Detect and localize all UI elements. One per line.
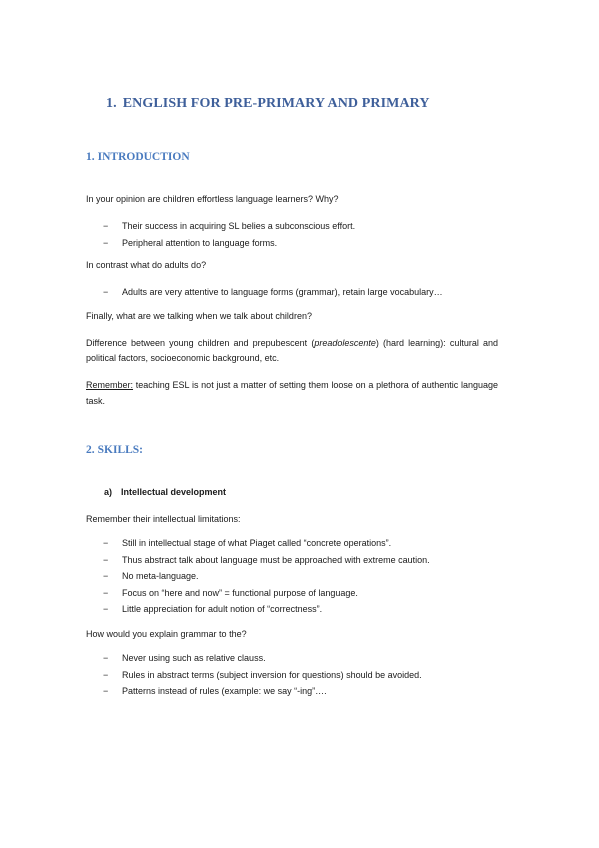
remember-paragraph [86, 377, 498, 409]
list-item-text: Adults are very attentive to language forms (grammar), retain large vocabulary… [122, 287, 443, 297]
remember-text: teaching ESL is not just a matter of setting them loose on a plethora of authentic language task. [86, 380, 498, 406]
bullet-dash: − [103, 686, 109, 696]
difference-paragraph [86, 336, 498, 366]
list-item [86, 650, 422, 667]
limitations-intro: Remember their intellectual limitations: [86, 514, 241, 524]
bullet-dash: − [103, 221, 109, 231]
list-item-text: Their success in acquiring SL belies a subconscious effort. [122, 221, 356, 231]
bullet-dash: − [103, 538, 109, 548]
question-adults: In contrast what do adults do? [86, 260, 207, 270]
section-number: 2. [86, 444, 95, 456]
limitations-list [86, 535, 430, 618]
subheading-intellectual-development [104, 487, 226, 497]
bullet-dash: − [103, 669, 109, 680]
list-item [86, 284, 443, 301]
remember-label: Remember: [86, 380, 134, 390]
list-item [86, 667, 422, 684]
list-item-text: Little appreciation for adult notion of “correctness”. [122, 604, 323, 614]
list-item [86, 235, 355, 252]
list-item-text: Never using such as relative clauss. [122, 653, 266, 663]
bullet-dash: − [103, 604, 109, 614]
list-item [86, 585, 430, 602]
list-item-text: Still in intellectual stage of what Piaget called “concrete operations”. [122, 538, 392, 548]
list-item-text: Patterns instead of rules (example: we say “-ing”…. [122, 686, 327, 696]
title-number: 1. [106, 96, 117, 111]
bullet-dash: − [103, 554, 109, 565]
title-text: ENGLISH FOR PRE-PRIMARY AND PRIMARY [122, 96, 430, 111]
section-heading-text: SKILLS: [97, 444, 144, 456]
list-item-text: Peripheral attention to language forms. [122, 237, 278, 248]
bullet-dash: − [103, 571, 109, 581]
difference-text-end: ) (hard learning): cultural and political factors, socioeconomic background, etc. [86, 338, 498, 363]
question-children-learners: In your opinion are children effortless language learners? Why? [86, 194, 339, 204]
question-children-definition: Finally, what are we talking when we talk about children? [86, 311, 312, 321]
list-item [86, 568, 430, 585]
adults-list [86, 284, 443, 301]
difference-italic-term: preadolescente [314, 338, 376, 348]
list-item-text: Thus abstract talk about language must be approached with extreme caution. [122, 554, 430, 565]
section-heading-skills [86, 444, 143, 456]
section-heading-text: INTRODUCTION [97, 151, 190, 163]
list-item [86, 218, 355, 235]
section-heading-introduction [86, 151, 190, 163]
document-title [106, 96, 430, 112]
subheading-text: Intellectual development [121, 487, 227, 497]
list-item [86, 552, 430, 569]
grammar-list [86, 650, 422, 700]
section-number: 1. [86, 151, 95, 163]
list-item-text: Rules in abstract terms (subject inversion for questions) should be avoided. [122, 669, 422, 680]
bullet-dash: − [103, 237, 109, 248]
children-reasons-list [86, 218, 355, 251]
list-item-text: Focus on “here and now” = functional purpose of language. [122, 587, 358, 598]
bullet-dash: − [103, 587, 109, 598]
bullet-dash: − [103, 287, 109, 297]
difference-text-start: Difference between young children and prepubescent ( [86, 338, 315, 348]
subheading-marker: a) [104, 487, 113, 497]
list-item [86, 683, 422, 700]
list-item-text: No meta-language. [122, 571, 199, 581]
bullet-dash: − [103, 653, 109, 663]
list-item [86, 535, 430, 552]
grammar-question: How would you explain grammar to the? [86, 629, 247, 639]
list-item [86, 601, 430, 618]
